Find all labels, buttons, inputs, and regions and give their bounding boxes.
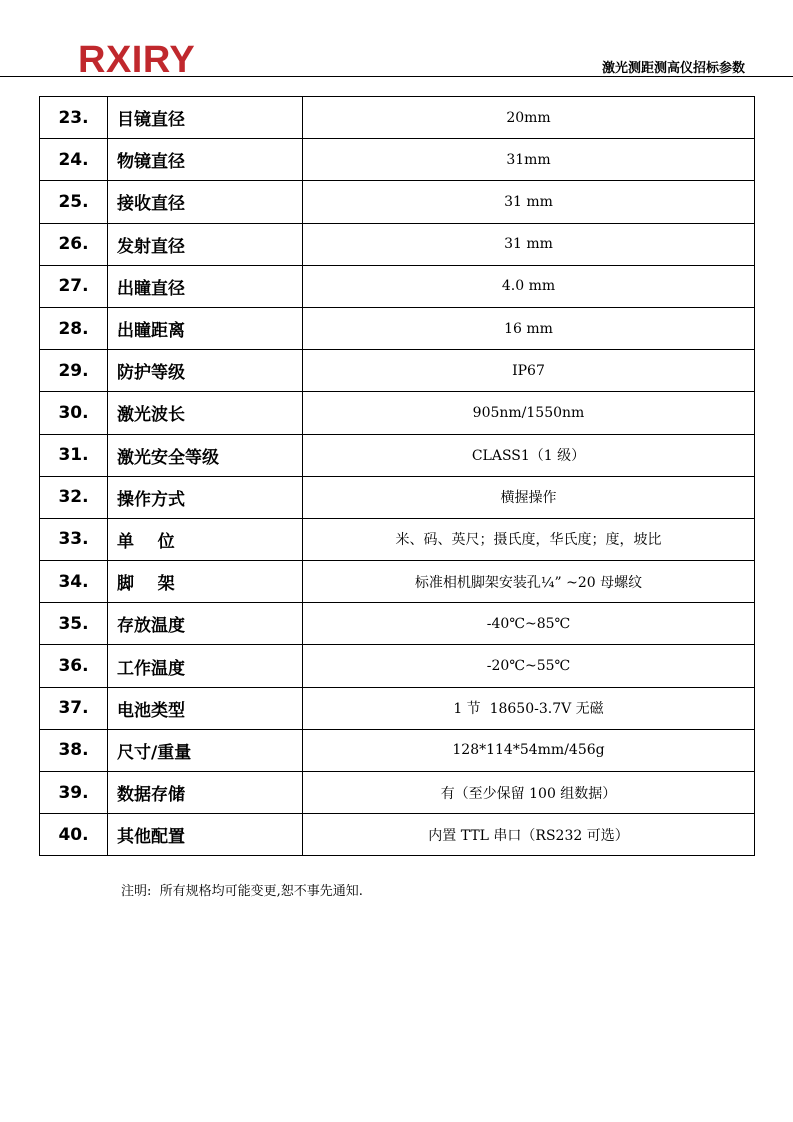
- spec-name: 发射直径: [108, 223, 303, 265]
- table-row: [40, 518, 755, 560]
- spec-value: 1 节 18650-3.7V 无磁: [303, 687, 755, 729]
- spec-name: 防护等级: [108, 350, 303, 392]
- table-row: [40, 307, 755, 349]
- row-number: 33.: [40, 518, 108, 560]
- spec-name: 存放温度: [108, 603, 303, 645]
- row-number: 34.: [40, 561, 108, 603]
- spec-value: IP67: [303, 350, 755, 392]
- row-number: 39.: [40, 772, 108, 814]
- spec-name: 尺寸/重量: [108, 729, 303, 771]
- table-row: [40, 561, 755, 603]
- spec-value: 128*114*54mm/456g: [303, 729, 755, 771]
- spec-name: 出瞳直径: [108, 265, 303, 307]
- table-row: [40, 181, 755, 223]
- spec-value: 有（至少保留 100 组数据）: [303, 772, 755, 814]
- row-number: 32.: [40, 476, 108, 518]
- table-row: [40, 223, 755, 265]
- spec-name: 激光波长: [108, 392, 303, 434]
- spec-value: 标准相机脚架安装孔¼” ~20 母螺纹: [303, 561, 755, 603]
- spec-name: 出瞳距离: [108, 307, 303, 349]
- table-row: [40, 265, 755, 307]
- spec-name: 接收直径: [108, 181, 303, 223]
- spec-value: 横握操作: [303, 476, 755, 518]
- spec-name: 激光安全等级: [108, 434, 303, 476]
- row-number: 29.: [40, 350, 108, 392]
- table-row: [40, 645, 755, 687]
- spec-name: 工作温度: [108, 645, 303, 687]
- table-row: [40, 729, 755, 771]
- row-number: 26.: [40, 223, 108, 265]
- table-row: [40, 476, 755, 518]
- row-number: 36.: [40, 645, 108, 687]
- spec-name: 单 位: [108, 518, 303, 560]
- spec-value: 内置 TTL 串口（RS232 可选）: [303, 814, 755, 856]
- spec-name: 脚 架: [108, 561, 303, 603]
- spec-value: 905nm/1550nm: [303, 392, 755, 434]
- row-number: 35.: [40, 603, 108, 645]
- spec-name: 目镜直径: [108, 97, 303, 139]
- table-row: [40, 603, 755, 645]
- document-title: 激光测距测高仪招标参数: [601, 61, 745, 76]
- spec-value: 31 mm: [303, 223, 755, 265]
- spec-name: 电池类型: [108, 687, 303, 729]
- row-number: 25.: [40, 181, 108, 223]
- row-number: 38.: [40, 729, 108, 771]
- table-row: [40, 814, 755, 856]
- row-number: 31.: [40, 434, 108, 476]
- spec-value: 16 mm: [303, 307, 755, 349]
- table-row: [40, 97, 755, 139]
- spec-name: 物镜直径: [108, 139, 303, 181]
- spec-value: 31mm: [303, 139, 755, 181]
- table-row: [40, 350, 755, 392]
- spec-name: 其他配置: [108, 814, 303, 856]
- spec-value: -20℃~55℃: [303, 645, 755, 687]
- spec-value: 米、码、英尺；摄氏度，华氏度；度，坡比: [303, 518, 755, 560]
- spec-name: 数据存储: [108, 772, 303, 814]
- row-number: 23.: [40, 97, 108, 139]
- spec-value: CLASS1（1 级）: [303, 434, 755, 476]
- spec-value: -40℃~85℃: [303, 603, 755, 645]
- spec-value: 4.0 mm: [303, 265, 755, 307]
- spec-value: 20mm: [303, 97, 755, 139]
- table-row: [40, 687, 755, 729]
- table-row: [40, 772, 755, 814]
- row-number: 24.: [40, 139, 108, 181]
- header-divider: [0, 76, 793, 77]
- table-row: [40, 139, 755, 181]
- table-row: [40, 392, 755, 434]
- spec-table: [39, 96, 755, 856]
- row-number: 27.: [40, 265, 108, 307]
- row-number: 37.: [40, 687, 108, 729]
- row-number: 28.: [40, 307, 108, 349]
- row-number: 30.: [40, 392, 108, 434]
- footnote: 注明: 所有规格均可能变更,恕不事先通知.: [121, 884, 363, 899]
- spec-value: 31 mm: [303, 181, 755, 223]
- table-row: [40, 434, 755, 476]
- brand-logo: RXIRY: [78, 39, 196, 81]
- spec-name: 操作方式: [108, 476, 303, 518]
- row-number: 40.: [40, 814, 108, 856]
